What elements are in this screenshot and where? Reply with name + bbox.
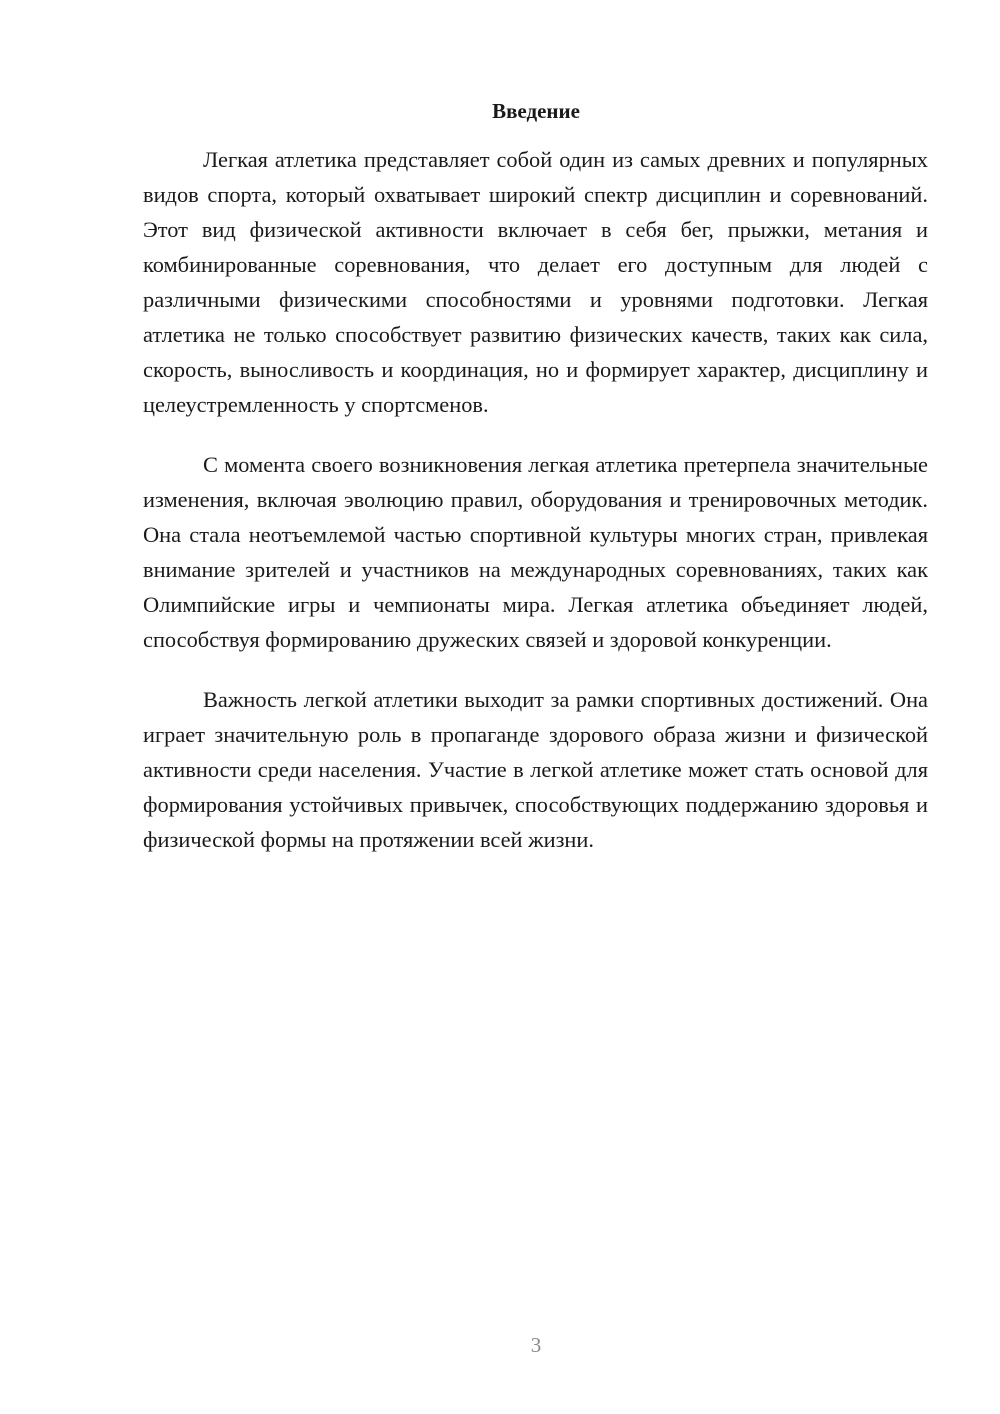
document-body bbox=[143, 142, 928, 882]
page-title: Введение bbox=[492, 99, 580, 123]
page-number: 3 bbox=[530, 1333, 542, 1357]
paragraph-importance: Важность легкой атлетики выходит за рамки спортивных достижений. Она играет значительную роль в пропаганде здорового образа жизни и физической активности среди населения. Участие в легкой атлетике может стать основой для формирования устойчивых привычек, способствующих поддержанию здоровья и физической формы на протяжении всей жизни. bbox=[143, 687, 928, 852]
paragraph-history: С момента своего возникновения легкая атлетика претерпела значительные изменения, включая эволюцию правил, оборудования и тренировочных методик. Она стала неотъемлемой частью спортивной культуры многих стран, привлекая внимание зрителей и участников на международных соревнованиях, таких как Олимпийские игры и чемпионаты мира. Легкая атлетика объединяет людей, способствуя формированию дружеских связей и здоровой конкуренции. bbox=[143, 452, 928, 652]
paragraph-intro: Легкая атлетика представляет собой один из самых древних и популярных видов спорта, который охватывает широкий спектр дисциплин и соревнований. Этот вид физической активности включает в себя бег, прыжки, метания и комбинированные соревнования, что делает его доступным для людей с различными физическими способностями и уровнями подготовки. Легкая атлетика не только способствует развитию физических качеств, таких как сила, скорость, выносливость и координация, но и формирует характер, дисциплину и целеустремленность у спортсменов. bbox=[143, 147, 928, 417]
